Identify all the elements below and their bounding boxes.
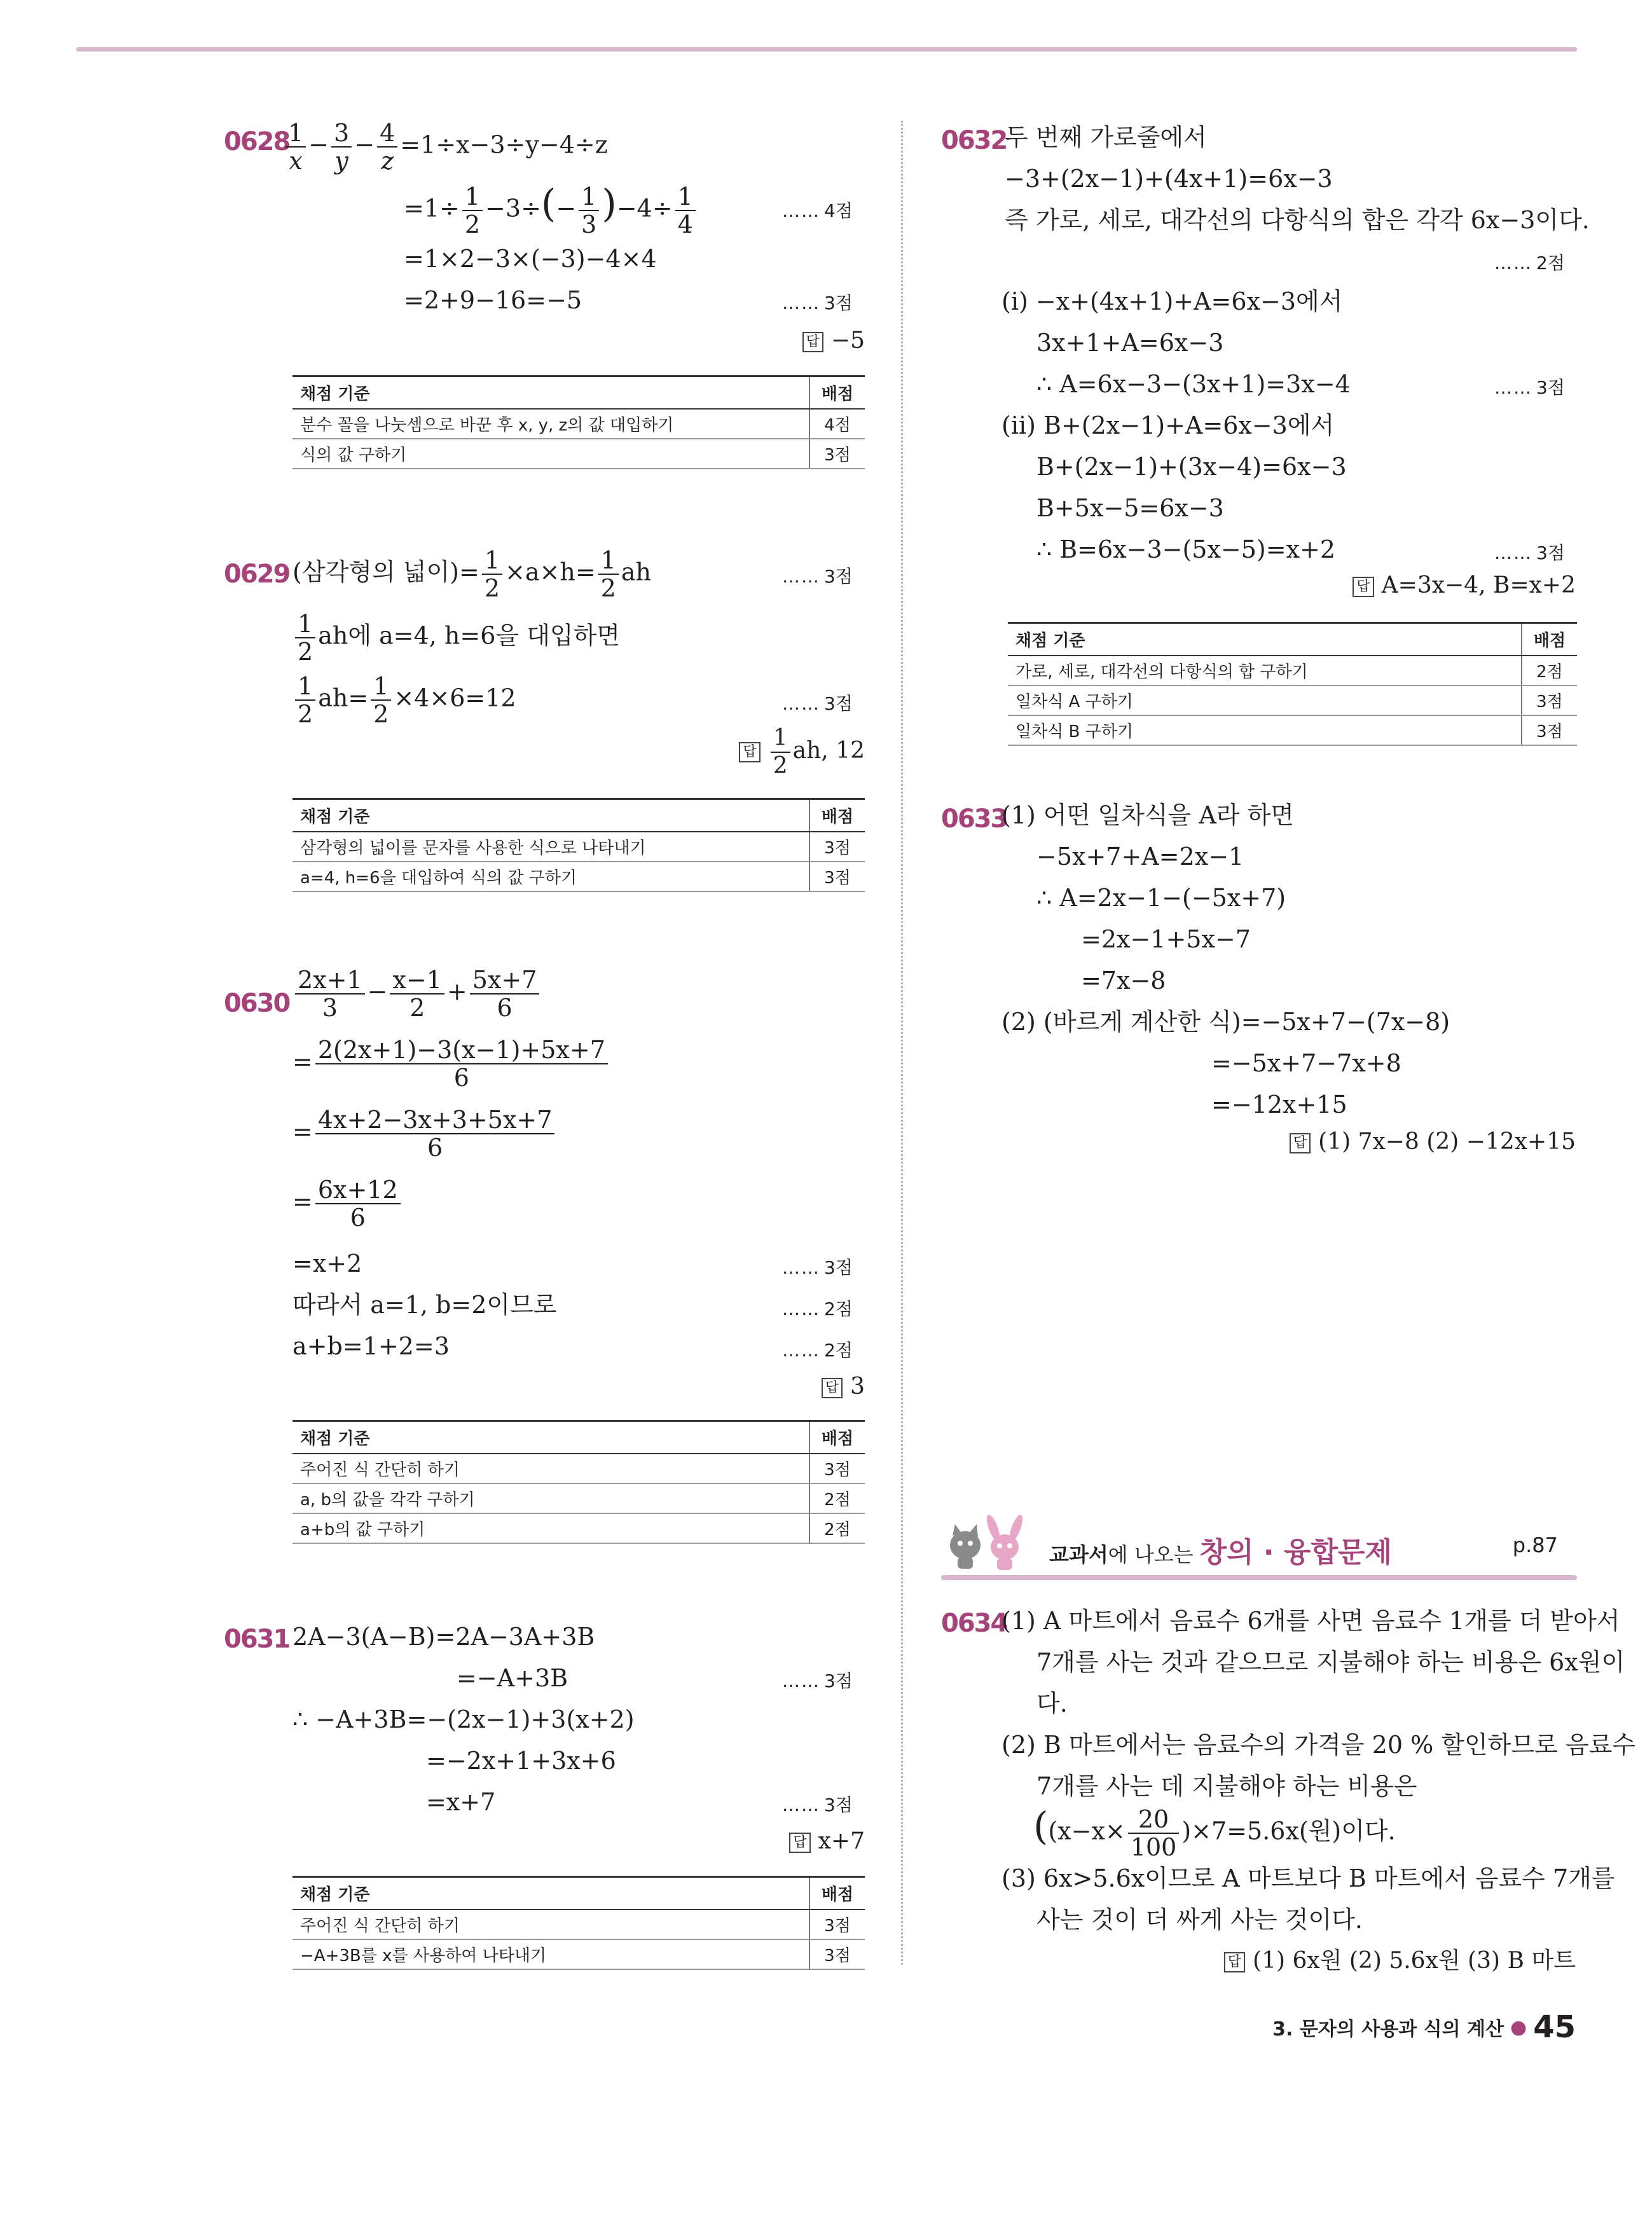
problem-number: 0632 [941,126,1007,155]
bullet-icon: ● [1510,2016,1527,2039]
equation-line: $\frac{1}{2}$ ah= $\frac{1}{2}$ ×4×6=12 [293,673,516,727]
equation-line: =1÷ $\frac{1}{2}$ −3÷(− $\frac{1}{3}$ )−4÷ $\frac{1}{4}$ [404,183,698,238]
text-line: 다. [1036,1690,1068,1717]
equation-line: (i) −x+(4x+1)+A=6x−3에서 [1002,287,1343,315]
equation-line: =x+7 [426,1788,496,1816]
table-row: 주어진 식 간단히 하기 3점 [293,1454,865,1483]
score-points: …… 2점 [782,1298,853,1319]
score-points: …… 2점 [782,1340,853,1361]
column-divider [901,121,903,1965]
text-line: 즉 가로, 세로, 대각선의 다항식의 합은 각각 6x−3이다. [1005,206,1590,234]
equation-line: =−5x+7−7x+8 [1211,1049,1401,1077]
table-row: 주어진 식 간단히 하기 3점 [293,1910,865,1939]
table-row: a, b의 값을 각각 구하기 2점 [293,1483,865,1513]
equation-line: =−A+3B [457,1664,568,1692]
text-line: (1) 어떤 일차식을 A라 하면 [1002,801,1294,829]
equation-line: −5x+7+A=2x−1 [1036,843,1244,871]
equation-line: ∴ A=2x−1−(−5x+7) [1036,884,1286,912]
chapter-title: 3. 문자의 사용과 식의 계산 [1272,2018,1504,2041]
equation-line: =2+9−16=−5 [404,286,582,314]
score-points: …… 3점 [1494,377,1565,398]
table-row: a=4, h=6을 대입하여 식의 값 구하기 3점 [293,862,865,891]
table-row: 삼각형의 넓이를 문자를 사용한 식으로 나타내기 3점 [293,832,865,862]
problem-number: 0633 [941,804,1007,834]
page-number: 45 [1533,2009,1576,2045]
equation-line: (삼각형의 넓이)= $\frac{1}{2}$ ×a×h= $\frac{1}{2}$ ah [293,546,651,602]
top-border [76,47,1577,52]
page-footer [1272,2009,1576,2045]
text-line: (2) B 마트에서는 음료수의 가격을 20 % 할인하므로 음료수 [1002,1731,1636,1759]
problem-number: 0629 [224,560,290,589]
grading-table: 채점 기준 배점 주어진 식 간단히 하기 3점 a, b의 값을 각각 구하기 2점 a+b의 값 구하기 2점 [293,1420,865,1544]
section-header [941,1510,1577,1580]
score-points: …… 3점 [782,1670,853,1691]
equation-line: ∴ −A+3B=−(2x−1)+3(x+2) [293,1705,635,1733]
problem-number: 0628 [224,127,290,156]
equation-line: =2x−1+5x−7 [1081,925,1251,953]
answer: 답 (1) 7x−8 (2) −12x+15 [1290,1129,1576,1155]
score-points: …… 3점 [782,1257,853,1278]
score-points: …… 4점 [782,200,853,221]
equation-line: $\frac{2x+1}{3}$ − $\frac{x-1}{2}$ + $\frac{5x+7}{6}$ [293,967,542,1021]
equation-line: (2) (바르게 계산한 식)=−5x+7−(7x−8) [1002,1008,1450,1036]
answer: 답 (1) 6x원 (2) 5.6x원 (3) B 마트 [1224,1943,1576,1975]
text-line: (1) A 마트에서 음료수 6개를 사면 음료수 1개를 더 받아서 [1002,1607,1620,1635]
problem-number: 0634 [941,1609,1007,1638]
equation-line: =1×2−3×(−3)−4×4 [404,245,657,273]
text-line: 7개를 사는 것과 같으므로 지불해야 하는 비용은 6x원이 [1036,1648,1625,1676]
equation-line: =x+2 [293,1249,362,1277]
table-row: 분수 꼴을 나눗셈으로 바꾼 후 x, y, z의 값 대입하기 4점 [293,409,865,439]
equation-line: B+5x−5=6x−3 [1036,494,1224,522]
score-points: …… 2점 [1494,252,1565,273]
equation-line: =7x−8 [1081,967,1166,995]
grading-table: 채점 기준 배점 삼각형의 넓이를 문자를 사용한 식으로 나타내기 3점 a=4, h=6을 대입하여 식의 값 구하기 3점 [293,798,865,892]
equation-line: = $\frac{2(2x+1)-3(x-1)+5x+7}{6}$ [293,1036,610,1091]
score-points: …… 3점 [782,566,853,587]
grading-table: 채점 기준 배점 주어진 식 간단히 하기 3점 −A+3B를 x를 사용하여 나타내기 3점 [293,1876,865,1970]
problem-number: 0631 [224,1625,290,1654]
answer: 답 A=3x−4, B=x+2 [1353,572,1576,598]
table-row: 일차식 B 구하기 3점 [1008,715,1577,745]
equation-line: ((x−x× $\frac{20}{100}$ )×7=5.6x(원)이다. [1033,1804,1396,1861]
equation-line: (ii) B+(2x−1)+A=6x−3에서 [1002,411,1335,439]
section-page-ref: p.87 [1512,1533,1558,1557]
section-title: 교과서에 나오는 창의 · 융합문제 [1049,1536,1392,1569]
answer: 답 3 [822,1373,865,1400]
score-points: …… 3점 [1494,542,1565,563]
problem-number: 0630 [224,989,290,1018]
equation-line: 따라서 a=1, b=2이므로 [293,1291,557,1319]
answer: 답 $\frac{1}{2}$ ah, 12 [739,725,865,780]
grading-table: 채점 기준 배점 분수 꼴을 나눗셈으로 바꾼 후 x, y, z의 값 대입하기 4점 식의 값 구하기 3점 [293,375,865,469]
text-line: 사는 것이 더 싸게 사는 것이다. [1036,1906,1363,1934]
table-row: 일차식 A 구하기 3점 [1008,685,1577,715]
score-points: …… 3점 [782,693,853,714]
section-underline [941,1575,1577,1580]
answer: 답 x+7 [789,1828,865,1854]
table-row: −A+3B를 x를 사용하여 나타내기 3점 [293,1939,865,1969]
equation-line: ∴ B=6x−3−(5x−5)=x+2 [1036,535,1336,563]
score-points: …… 3점 [782,293,853,313]
table-row: 식의 값 구하기 3점 [293,439,865,469]
answer: 답 −5 [802,327,865,354]
grading-table: 채점 기준 배점 가로, 세로, 대각선의 다항식의 합 구하기 2점 일차식 A 구하기 3점 일차식 B 구하기 3점 [1008,622,1577,746]
equation-line: $\frac{1}{x}$ − $\frac{3}{y}$ − $\frac{4}{z}$ =1÷x−3÷y−4÷z [283,120,608,174]
equation-line: ∴ A=6x−3−(3x+1)=3x−4 [1036,370,1351,398]
equation-line: =−2x+1+3x+6 [426,1747,616,1775]
table-row: 가로, 세로, 대각선의 다항식의 합 구하기 2점 [1008,656,1577,685]
text-line: 7개를 사는 데 지불해야 하는 비용은 [1036,1772,1417,1800]
equation-line: −3+(2x−1)+(4x+1)=6x−3 [1005,165,1333,193]
equation-line: =−12x+15 [1211,1091,1347,1118]
score-points: …… 3점 [782,1794,853,1815]
equation-line: 2A−3(A−B)=2A−3A+3B [293,1623,595,1651]
text-line: (3) 6x>5.6x이므로 A 마트보다 B 마트에서 음료수 7개를 [1002,1864,1615,1892]
equation-line: = $\frac{4x+2-3x+3+5x+7}{6}$ [293,1106,557,1161]
equation-line: = $\frac{6x+12}{6}$ [293,1176,403,1231]
text-line: 두 번째 가로줄에서 [1005,123,1207,151]
equation-line: 3x+1+A=6x−3 [1036,329,1224,357]
equation-line: $\frac{1}{2}$ ah에 a=4, h=6을 대입하면 [293,610,620,665]
mascot-icon [941,1510,1036,1574]
equation-line: B+(2x−1)+(3x−4)=6x−3 [1036,453,1347,481]
equation-line: a+b=1+2=3 [293,1332,450,1360]
table-row: a+b의 값 구하기 2점 [293,1513,865,1543]
